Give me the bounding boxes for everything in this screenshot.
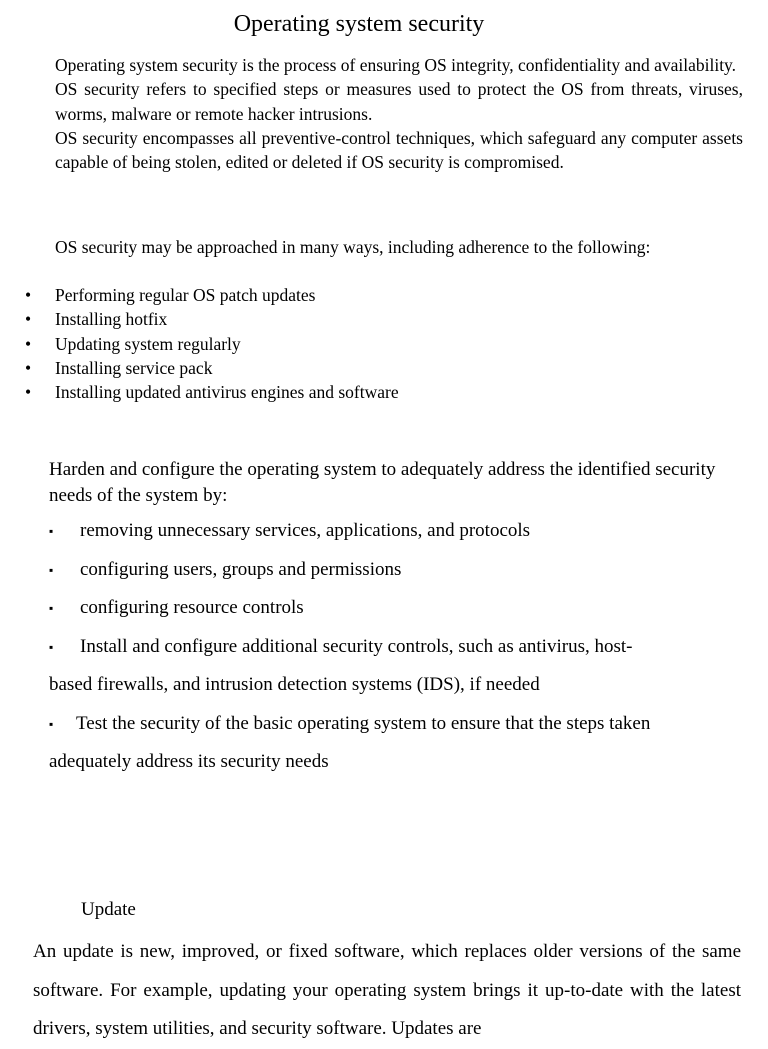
list-item [49,516,739,555]
list-item-text: configuring users, groups and permissions [80,558,402,580]
list-item [49,555,739,594]
list-item-text: Performing regular OS patch updates [55,285,316,305]
harden-lead: Harden and configure the operating system to adequately address the identified security needs of the system by: [49,459,716,506]
bullet-icon: ▪ [49,562,54,577]
list-item-continuation [49,747,739,786]
update-heading: Update [81,899,136,920]
bullet-icon: ▪ [49,524,54,538]
approach-lead: OS security may be approached in many ways, including adherence to the following: [55,237,651,257]
list-item [0,332,740,356]
list-item [0,283,740,307]
list-item-text: based firewalls, and intrusion detection systems (IDS), if needed [49,674,540,695]
list-item-text: Installing service pack [55,357,213,378]
bullet-icon: ▪ [49,639,54,654]
update-paragraph: An update is new, improved, or fixed software, which replaces older versions of the same software. For example, updating your operating system brings it up-to-date with the latest drivers, system utilities, and security software. Updates are [33,941,741,1039]
bullet-icon: ▪ [49,601,54,615]
intro-paragraph-3: OS security encompasses all preventive-control techniques, which safeguard any computer assets capable of being stolen, edited or deleted if OS security is compromised. [55,127,743,173]
bullet-icon: • [25,285,32,305]
list-item [0,307,740,331]
list-item-text: Installing hotfix [55,309,168,330]
harden-list [49,516,739,786]
list-item-text: Install and configure additional security controls, such as antivirus, host- [80,635,633,657]
bullet-icon: • [25,309,32,330]
list-item-text: configuring resource controls [80,597,304,618]
list-item-continuation [49,670,739,709]
list-item [49,709,739,748]
list-item [0,356,740,380]
list-item-text: Installing updated antivirus engines and software [55,382,399,403]
bullet-icon: • [25,382,32,403]
intro-paragraph-1: Operating system security is the process of ensuring OS integrity, confidentiality and availability. [55,55,737,75]
bullet-icon: • [25,357,32,378]
list-item-text: Test the security of the basic operating system to ensure that the steps taken [76,712,651,734]
bullet-icon: ▪ [49,716,54,731]
list-item-text: removing unnecessary services, applications, and protocols [80,520,531,541]
intro-paragraph-2: OS security refers to specified steps or measures used to protect the OS from threats, viruses, worms, malware or remote hacker intrusions. [55,79,743,124]
list-item [49,632,739,671]
page-title: Operating system security [233,11,485,37]
approach-list [0,283,740,404]
list-item-text: Updating system regularly [55,333,241,354]
list-item [0,380,740,404]
intro-section [55,53,743,174]
list-item-text: adequately address its security needs [49,751,329,772]
list-item [49,593,739,632]
bullet-icon: • [25,333,32,354]
